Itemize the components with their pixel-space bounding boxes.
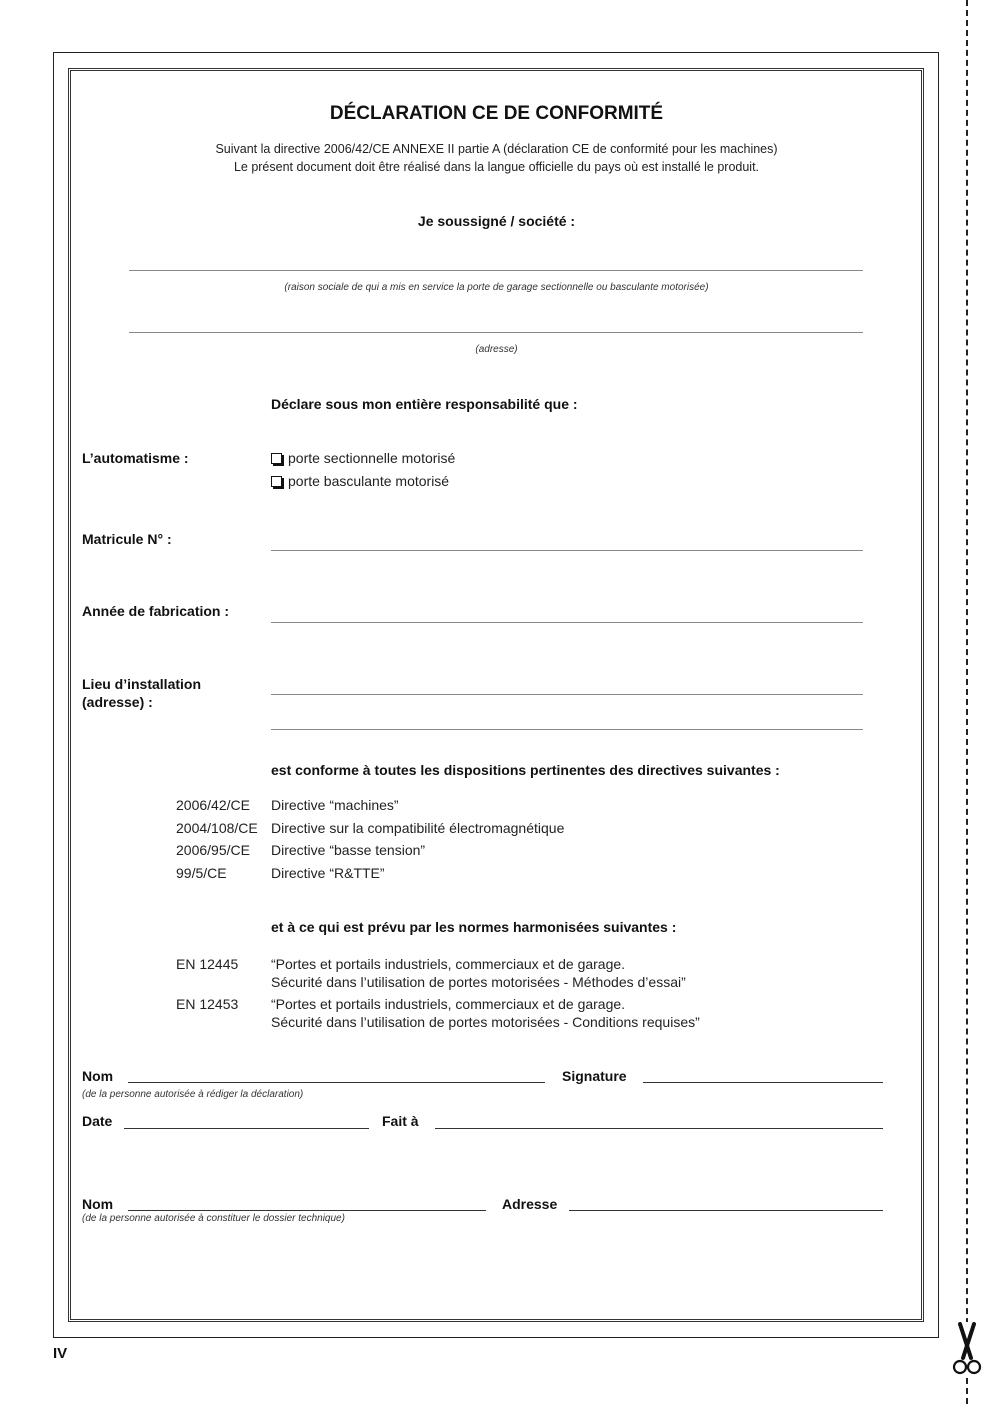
name-field[interactable] (128, 1082, 545, 1083)
directive-text: Directive “machines” (271, 797, 399, 813)
standard-code: EN 12453 (176, 996, 239, 1012)
signature-field[interactable] (643, 1082, 883, 1083)
place-label: Fait à (382, 1113, 419, 1129)
company-address-field[interactable] (129, 332, 863, 333)
date-label: Date (82, 1113, 113, 1129)
scissors-icon (952, 1322, 982, 1376)
company-name-field[interactable] (129, 270, 863, 271)
option-tilting-label: porte basculante motorisé (288, 473, 450, 489)
company-address-note: (adresse) (475, 344, 518, 355)
signature-label: Signature (562, 1068, 627, 1084)
directive-code: 2006/95/CE (176, 842, 250, 858)
automatism-label: L’automatisme : (82, 450, 189, 466)
directive-code: 2006/42/CE (176, 797, 250, 813)
address-label: Adresse (502, 1196, 558, 1212)
standard-line: Sécurité dans l’utilisation de portes motorisées - Méthodes d’essai” (271, 974, 686, 990)
company-name-note: (raison sociale de qui a mis en service la porte de garage sectionnelle ou basculante motorisée) (284, 282, 709, 293)
location-label: Lieu d’installation (adresse) : (82, 676, 202, 710)
standards-heading: et à ce qui est prévu par les normes harmonisées suivantes : (271, 919, 677, 935)
year-label: Année de fabrication : (82, 603, 230, 619)
page-number: IV (53, 1345, 68, 1362)
name-note: (de la personne autorisée à rédiger la déclaration) (82, 1089, 304, 1100)
checkbox-icon[interactable] (271, 476, 282, 487)
date-field[interactable] (124, 1128, 369, 1129)
checkbox-icon[interactable] (271, 453, 282, 464)
year-field[interactable] (271, 622, 863, 623)
standard-code: EN 12445 (176, 956, 239, 972)
directive-code: 2004/108/CE (176, 820, 258, 836)
name-label: Nom (82, 1068, 114, 1084)
name2-field[interactable] (128, 1210, 486, 1211)
name2-label: Nom (82, 1196, 114, 1212)
directive-text: Directive sur la compatibilité électromagnétique (271, 820, 565, 836)
option-sectional-label: porte sectionnelle motorisé (288, 450, 456, 466)
option-sectional[interactable] (271, 450, 455, 466)
name2-note: (de la personne autorisée à constituer le dossier technique) (82, 1213, 345, 1224)
directive-text: Directive “basse tension” (271, 842, 426, 858)
location-field-line1[interactable] (271, 694, 863, 695)
place-field[interactable] (435, 1128, 883, 1129)
standard-line: “Portes et portails industriels, commerciaux et de garage. (271, 996, 626, 1012)
standard-line: “Portes et portails industriels, commerciaux et de garage. (271, 956, 626, 972)
option-tilting[interactable] (271, 473, 449, 489)
undersigned-heading: Je soussigné / société : (417, 213, 576, 229)
standard-line: Sécurité dans l’utilisation de portes motorisées - Conditions requises” (271, 1014, 700, 1030)
directive-text: Directive “R&TTE” (271, 865, 385, 881)
serial-field[interactable] (271, 550, 863, 551)
cut-line (966, 0, 968, 1404)
document-title: DÉCLARATION CE DE CONFORMITÉ (329, 103, 664, 124)
directives-heading: est conforme à toutes les dispositions pertinentes des directives suivantes : (271, 762, 780, 778)
declaration-heading: Déclare sous mon entière responsabilité que : (271, 396, 578, 412)
address-field[interactable] (569, 1210, 883, 1211)
language-note: Le présent document doit être réalisé dans la langue officielle du pays où est installé le produit. (233, 160, 760, 174)
serial-label: Matricule N° : (82, 531, 172, 547)
directive-subtitle: Suivant la directive 2006/42/CE ANNEXE II partie A (déclaration CE de conformité pour les machines) (215, 142, 778, 156)
directive-code: 99/5/CE (176, 865, 227, 881)
location-field-line2[interactable] (271, 729, 863, 730)
